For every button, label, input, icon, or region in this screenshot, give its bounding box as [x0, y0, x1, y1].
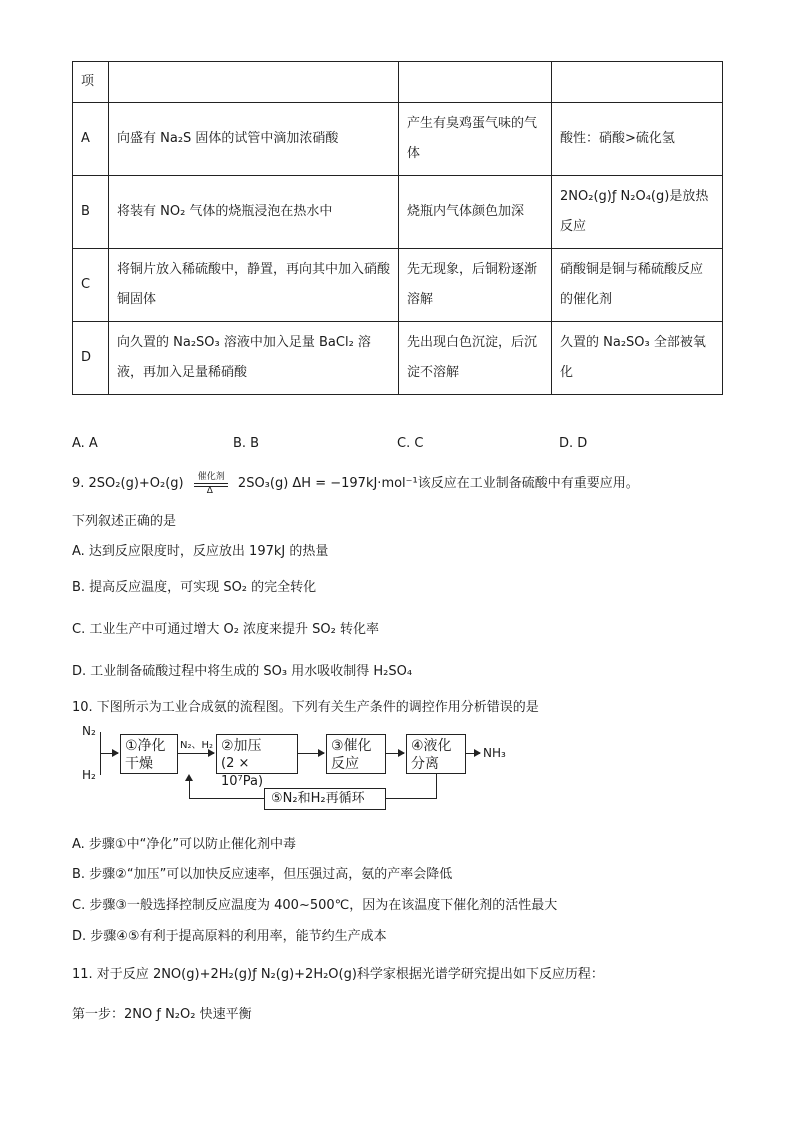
box3-line2: 反应 — [331, 756, 359, 772]
catalyst-label: 催化剂 — [197, 471, 225, 482]
table-header-cell — [399, 62, 552, 103]
box1-line2: 干燥 — [125, 756, 153, 772]
table-header-cell — [552, 62, 723, 103]
row-conclusion: 久置的 Na₂SO₃ 全部被氧化 — [552, 322, 723, 395]
q10-option-b[interactable]: B. 步骤②“加压”可以加快反应速率，但压强过高，氨的产率会降低 — [72, 867, 453, 882]
q9-stem-line2: 下列叙述正确的是 — [72, 514, 177, 529]
q10-option-c[interactable]: C. 步骤③一般选择控制反应温度为 400~500℃，因为在该温度下催化剂的活性最大 — [72, 898, 558, 913]
heat-label: Δ — [206, 485, 213, 496]
row-operation: 向盛有 Na₂S 固体的试管中滴加浓硝酸 — [109, 103, 399, 176]
box-catalysis — [326, 734, 386, 774]
box3-line1: ③催化 — [331, 738, 372, 754]
input-h2: H₂ — [82, 768, 96, 782]
box4-line2: 分离 — [411, 756, 439, 772]
experiment-table — [72, 61, 723, 395]
choice-a[interactable]: A. A — [72, 436, 98, 451]
box-liquefy — [406, 734, 466, 774]
q10-option-a[interactable]: A. 步骤①中“净化”可以防止催化剂中毒 — [72, 837, 297, 852]
q9-option-c[interactable]: C. 工业生产中可通过增大 O₂ 浓度来提升 SO₂ 转化率 — [72, 622, 380, 637]
q9-option-a[interactable]: A. 达到反应限度时，反应放出 197kJ 的热量 — [72, 544, 329, 559]
arrow-line-top — [194, 483, 228, 484]
row-phenomenon: 产生有臭鸡蛋气味的气体 — [399, 103, 552, 176]
row-operation: 向久置的 Na₂SO₃ 溶液中加入足量 BaCl₂ 溶液，再加入足量稀硝酸 — [109, 322, 399, 395]
row-phenomenon: 烧瓶内气体颜色加深 — [399, 176, 552, 249]
row-conclusion: 硝酸铜是铜与稀硫酸反应的催化剂 — [552, 249, 723, 322]
row-label: C — [73, 249, 109, 322]
box1-line1: ①净化 — [125, 738, 166, 754]
recycle-up-arrow — [189, 776, 190, 798]
arrow-to-box2 — [178, 753, 214, 754]
choice-c[interactable]: C. C — [397, 436, 424, 451]
q9-stem-part2: 2SO₃(g) ΔH = −197kJ·mol⁻¹该反应在工业制备硫酸中有重要应用。 — [237, 476, 639, 491]
mid-label: N₂、H₂ — [180, 740, 214, 751]
row-label: D — [73, 322, 109, 395]
q9-stem — [72, 471, 639, 496]
row-operation: 将铜片放入稀硫酸中，静置，再向其中加入硝酸铜固体 — [109, 249, 399, 322]
table-row — [73, 322, 723, 395]
table-header-row — [73, 62, 723, 103]
ammonia-flow-diagram — [78, 722, 618, 814]
row-phenomenon: 先无现象，后铜粉逐渐溶解 — [399, 249, 552, 322]
row-conclusion: 2NO₂(g)ƒ N₂O₄(g)是放热反应 — [552, 176, 723, 249]
table-row — [73, 249, 723, 322]
box-purify — [120, 734, 178, 774]
q10-stem: 10. 下图所示为工业合成氨的流程图。下列有关生产条件的调控作用分析错误的是 — [72, 700, 539, 715]
row-phenomenon: 先出现白色沉淀，后沉淀不溶解 — [399, 322, 552, 395]
row-label: A — [73, 103, 109, 176]
q11-step1: 第一步：2NO ƒ N₂O₂ 快速平衡 — [72, 1007, 252, 1022]
row-operation: 将装有 NO₂ 气体的烧瓶浸泡在热水中 — [109, 176, 399, 249]
recycle-down-line — [436, 774, 437, 798]
box2-line2: (2 × 10⁷Pa) — [221, 756, 264, 789]
box-recycle: ⑤N₂和H₂再循环 — [264, 788, 386, 810]
q9-option-b[interactable]: B. 提高反应温度，可实现 SO₂ 的完全转化 — [72, 580, 317, 595]
box2-line1: ②加压 — [221, 738, 262, 754]
input-n2: N₂ — [82, 724, 96, 738]
arrow-to-box3 — [298, 753, 324, 754]
q11-stem: 11. 对于反应 2NO(g)+2H₂(g)ƒ N₂(g)+2H₂O(g)科学家根据光谱学研究提出如下反应历程： — [72, 967, 604, 982]
choice-b[interactable]: B. B — [233, 436, 260, 451]
equilibrium-arrow — [192, 471, 230, 496]
output-nh3: NH₃ — [483, 746, 506, 760]
arrow-to-output — [466, 753, 480, 754]
q8-choices — [72, 436, 722, 454]
q10-option-d[interactable]: D. 步骤④⑤有利于提高原料的利用率，能节约生产成本 — [72, 929, 387, 944]
row-conclusion: 酸性：硝酸>硫化氢 — [552, 103, 723, 176]
arrow-to-box4 — [386, 753, 404, 754]
choice-d[interactable]: D. D — [559, 436, 588, 451]
table-header-cell — [109, 62, 399, 103]
row-label: B — [73, 176, 109, 249]
q9-option-d[interactable]: D. 工业制备硫酸过程中将生成的 SO₃ 用水吸收制得 H₂SO₄ — [72, 664, 413, 679]
box4-line1: ④液化 — [411, 738, 452, 754]
arrow-to-box1 — [100, 753, 118, 754]
box-compress — [216, 734, 298, 789]
table-row — [73, 176, 723, 249]
table-row — [73, 103, 723, 176]
table-header-cell: 项 — [73, 62, 109, 103]
q9-stem-part1: 9. 2SO₂(g)+O₂(g) — [72, 476, 184, 491]
